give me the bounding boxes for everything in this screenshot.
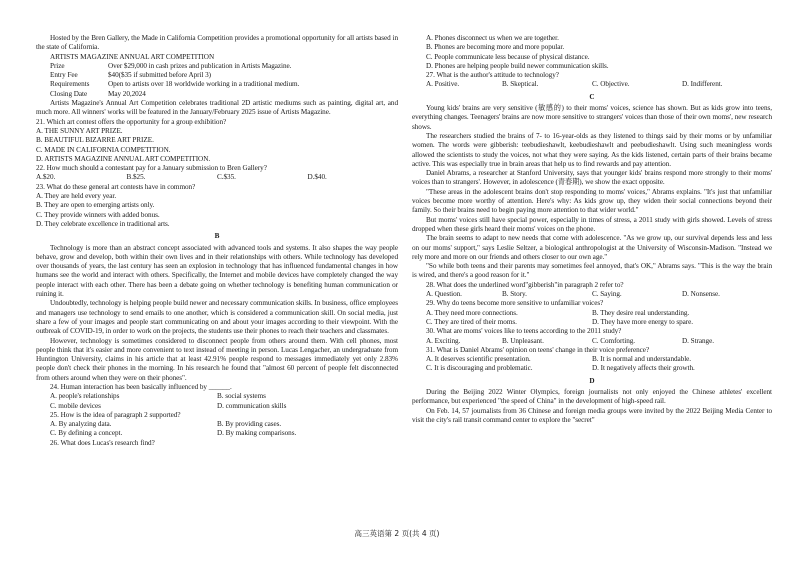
q24-option-a[interactable]: A. people's relationships (50, 392, 120, 401)
question-29: 29. Why do teens become more sensitive to unfamiliar voices? (426, 299, 604, 308)
q28-option-b[interactable]: B. Story. (502, 290, 527, 299)
section-b-heading: B (214, 232, 220, 241)
q22-option-c[interactable]: C.$35. (217, 173, 236, 182)
passage-c-para-3: Daniel Abrams, a researcher at Stanford University, says that younger kids' brains respond more strongly to their moms' voices than to strangers'. However, in adolescence (青春期), we show the exact opposite. (412, 169, 772, 187)
q24-option-b[interactable]: B. social systems (217, 392, 266, 401)
q27-option-a[interactable]: A. Positive. (426, 80, 460, 89)
question-24: 24. Human interaction has been basically influenced by ______. (50, 382, 232, 391)
passage-c-para-2: The researchers studied the brains of 7- to 16-year-olds as they listened to things said by their moms or by unfamiliar women. The words were gibberish: teebudieshawlt, keebudieshawlt and peebudieshawlt. Using such meaningless words allowed the scientists to study the voices, not what they were saying. As the kids listened, certain parts of their brains became active. This was especially true in brain areas that help us to find rewards and pay attention. (412, 131, 772, 168)
passage-a-competition-title: ARTISTS MAGAZINE ANNUAL ART COMPETITION (50, 52, 215, 61)
entry-fee-row (36, 71, 398, 80)
q27-option-d[interactable]: D. Indifferent. (682, 80, 723, 89)
question-30: 30. What are moms' voices like to teens according to the 2011 study? (426, 327, 622, 336)
question-25: 25. How is the idea of paragraph 2 supported? (50, 410, 181, 419)
q31-options-row-2 (412, 364, 772, 373)
q25-options-row-2 (36, 429, 398, 438)
q22-option-b[interactable]: B.$25. (126, 173, 146, 182)
q31-option-d[interactable]: D. It negatively affects their growth. (592, 364, 695, 373)
section-d-heading: D (589, 376, 595, 385)
passage-c-para-4: "These areas in the adolescent brains don't stop responding to moms' voices," Abrams explains. "It's just that unfamiliar voices become more worthy of attention. Here's why: As kids grow up, they widen their social connections beyond their family. So their brains need to begin paying more attention to that wider world." (412, 187, 772, 215)
question-22: 22. How much should a contestant pay for a January submission to Bren Gallery? (36, 164, 267, 173)
q29-option-a[interactable]: A. They need more connections. (426, 308, 518, 317)
q29-options-row-1 (412, 309, 772, 318)
passage-c-para-5: But moms' voices still have special power, especially in times of stress, a 2011 study with girls showed. Levels of stress dropped when these girls heard their moms' voices on the phone. (412, 215, 772, 233)
q21-option-c[interactable]: C. MADE IN CALIFORNIA COMPETITION. (36, 145, 171, 154)
closing-date-row (36, 90, 398, 99)
passage-d-para-1: During the Beijing 2022 Winter Olympics, foreign journalists not only enjoyed the Chinese athletes' excellent performance, but experienced "the speed of China" in the development of high-speed rail. (412, 387, 772, 406)
entry-fee-label: Entry Fee (50, 71, 78, 80)
right-column (412, 34, 772, 425)
q31-options-row-1 (412, 355, 772, 364)
q21-option-d[interactable]: D. ARTISTS MAGAZINE ANNUAL ART COMPETITION. (36, 154, 211, 163)
question-31: 31. What is Daniel Abrams' opinion on teens' change in their voice preference? (426, 345, 650, 354)
passage-c-para-1: Young kids' brains are very sensitive (敏感的) to their moms' voices, science has shown. But as kids grow into teens, everything changes. Teenagers' brains are now more sensitive to strangers' voices than those of their own moms', new research shows. (412, 104, 772, 131)
q30-option-c[interactable]: C. Comforting. (592, 336, 636, 345)
q28-option-a[interactable]: A. Question. (426, 290, 462, 299)
q27-option-c[interactable]: C. Objective. (592, 80, 630, 89)
q28-option-d[interactable]: D. Nonsense. (682, 290, 720, 299)
q30-options (412, 337, 772, 346)
q24-option-c[interactable]: C. mobile devices (50, 401, 101, 410)
q22-option-a[interactable]: A.$20. (36, 173, 56, 182)
q27-option-b[interactable]: B. Skeptical. (502, 80, 539, 89)
prize-row (36, 62, 398, 71)
closing-date-label: Closing Date (50, 89, 88, 98)
passage-b-para-2: Undoubtedly, technology is helping people build newer and necessary communication skills. In business, office employees and managers use technology to send emails to one another, which is considered a communication skill. On social media, just share a few of your images and people start communicating on and about your images according to their viewpoint. With the outbreak of COVID-19, in order to work on the projects, the students use their phones to reach their teachers and classmates. (36, 299, 398, 336)
q23-option-c[interactable]: C. They provide winners with added bonus. (36, 210, 160, 219)
q25-options-row-1 (36, 420, 398, 429)
passage-d-para-2: On Feb. 14, 57 journalists from 36 Chinese and foreign media groups were invited by the 2022 Beijing Media Center to visit the city's rail transit command center to explore the "secret" (412, 406, 772, 424)
question-28: 28. What does the underlined word"gibberish"in paragraph 2 refer to? (426, 280, 624, 289)
q24-options-row-2 (36, 402, 398, 411)
q25-option-d[interactable]: D. By making comparisons. (217, 429, 297, 438)
q23-option-d[interactable]: D. They celebrate excellence in traditional arts. (36, 219, 170, 228)
question-27: 27. What is the author's attitude to technology? (426, 71, 559, 80)
q28-options (412, 290, 772, 299)
q31-option-c[interactable]: C. It is discouraging and problematic. (426, 364, 533, 373)
q23-option-a[interactable]: A. They are held every year. (36, 192, 117, 201)
requirements-value: Open to artists over 18 worldwide working in a traditional medium. (108, 80, 300, 89)
page-footer: 高三英语第 2 页(共 4 页) (354, 529, 440, 538)
q25-option-a[interactable]: A. By analyzing data. (50, 420, 112, 429)
q28-option-c[interactable]: C. Saying. (592, 290, 622, 299)
q24-option-d[interactable]: D. communication skills (217, 401, 287, 410)
requirements-row (36, 80, 398, 89)
q23-option-b[interactable]: B. They are open to emerging artists only. (36, 201, 155, 210)
q26-option-d[interactable]: D. Phones are helping people build newer communication skills. (426, 61, 609, 70)
prize-value: Over $29,000 in cash prizes and publication in Artists Magazine. (108, 61, 292, 70)
passage-a-intro: Hosted by the Bren Gallery, the Made in California Competition provides a promotional opportunity for all artists based in the state of California. (36, 34, 398, 52)
q25-option-c[interactable]: C. By defining a concept. (50, 429, 123, 438)
q30-option-a[interactable]: A. Exciting. (426, 336, 461, 345)
q29-options-row-2 (412, 318, 772, 327)
q22-options (36, 173, 398, 182)
section-c-heading: C (589, 92, 595, 101)
q27-options (412, 80, 772, 89)
requirements-label: Requirements (50, 80, 90, 89)
q21-option-a[interactable]: A. THE SUNNY ART PRIZE. (36, 126, 123, 135)
passage-b-para-1: Technology is more than an abstract concept associated with advanced tools and systems. It also shapes the way people behave, grow and develop, both within their own lives and in their relationships with others. While technology has developed over thousands of years, the last century has seen an explosion in technology that has influenced fundamental changes in how humans see the world and interact with others. Specifically, the Internet and mobile devices have completely changed the way people interact with each other. There has been a debate going on whether technology is benefiting human communication or ruining it. (36, 243, 398, 299)
closing-date-value: May 20,2024 (108, 89, 146, 98)
q30-option-b[interactable]: B. Unpleasant. (502, 336, 544, 345)
q30-option-d[interactable]: D. Strange. (682, 336, 714, 345)
left-column (36, 34, 398, 448)
q31-option-b[interactable]: B. It is normal and understandable. (592, 355, 692, 364)
q21-option-b[interactable]: B. BEAUTIFUL BIZARRE ART PRIZE. (36, 136, 154, 145)
passage-b-para-3: However, technology is sometimes considered to disconnect people from others around them. With cell phones, most people think that it's easier and more convenient to text instead of meeting in person. Lucas Lengacher, an undergraduate from Huntington University, claims in his article that at least 42.91% people respond to messages immediately yet only 2.83% people don't check their phones in the morning. In his research he found that "almost 60 percent of people felt disconnected from others around when they were on their phones". (36, 336, 398, 382)
question-26: 26. What does Lucas's research find? (50, 438, 155, 447)
q31-option-a[interactable]: A. It deserves scientific presentation. (426, 355, 531, 364)
q26-option-c[interactable]: C. People communicate less because of physical distance. (426, 52, 590, 61)
prize-label: Prize (50, 61, 65, 70)
question-23: 23. What do these general art contests have in common? (36, 182, 196, 191)
q29-option-b[interactable]: B. They desire real understanding. (592, 308, 690, 317)
q24-options-row-1 (36, 392, 398, 401)
q29-option-d[interactable]: D. They have more energy to spare. (592, 317, 694, 326)
q22-option-d[interactable]: D.$40. (307, 173, 327, 182)
passage-c-para-6: The brain seems to adapt to new needs that come with adolescence. "As we grow up, our survival depends less and less on our moms' support," says Leslie Seltzer, a biological anthropologist at the University of Wisconsin-Madison. "Instead we rely more and more on our friends and others closer to our own age." (412, 234, 772, 261)
q26-option-b[interactable]: B. Phones are becoming more and more popular. (426, 43, 565, 52)
passage-a-body: Artists Magazine's Annual Art Competition celebrates traditional 2D artistic mediums such as painting, digital art, and much more. All winners' works will be featured in the January/February 2025 issue of Artists Magazine. (36, 99, 398, 117)
entry-fee-value: $40($35 if submitted before April 3) (108, 71, 211, 80)
q29-option-c[interactable]: C. They are tired of their moms. (426, 317, 517, 326)
question-21: 21. Which art contest offers the opportunity for a group exhibition? (36, 117, 227, 126)
q25-option-b[interactable]: B. By providing cases. (217, 420, 282, 429)
passage-c-para-7: "So while both teens and their parents may sometimes feel annoyed, that's OK," Abrams says. "This is the way the brain is wired, and there's a good reason for it." (412, 262, 772, 280)
q26-option-a[interactable]: A. Phones disconnect us when we are together. (426, 34, 559, 42)
